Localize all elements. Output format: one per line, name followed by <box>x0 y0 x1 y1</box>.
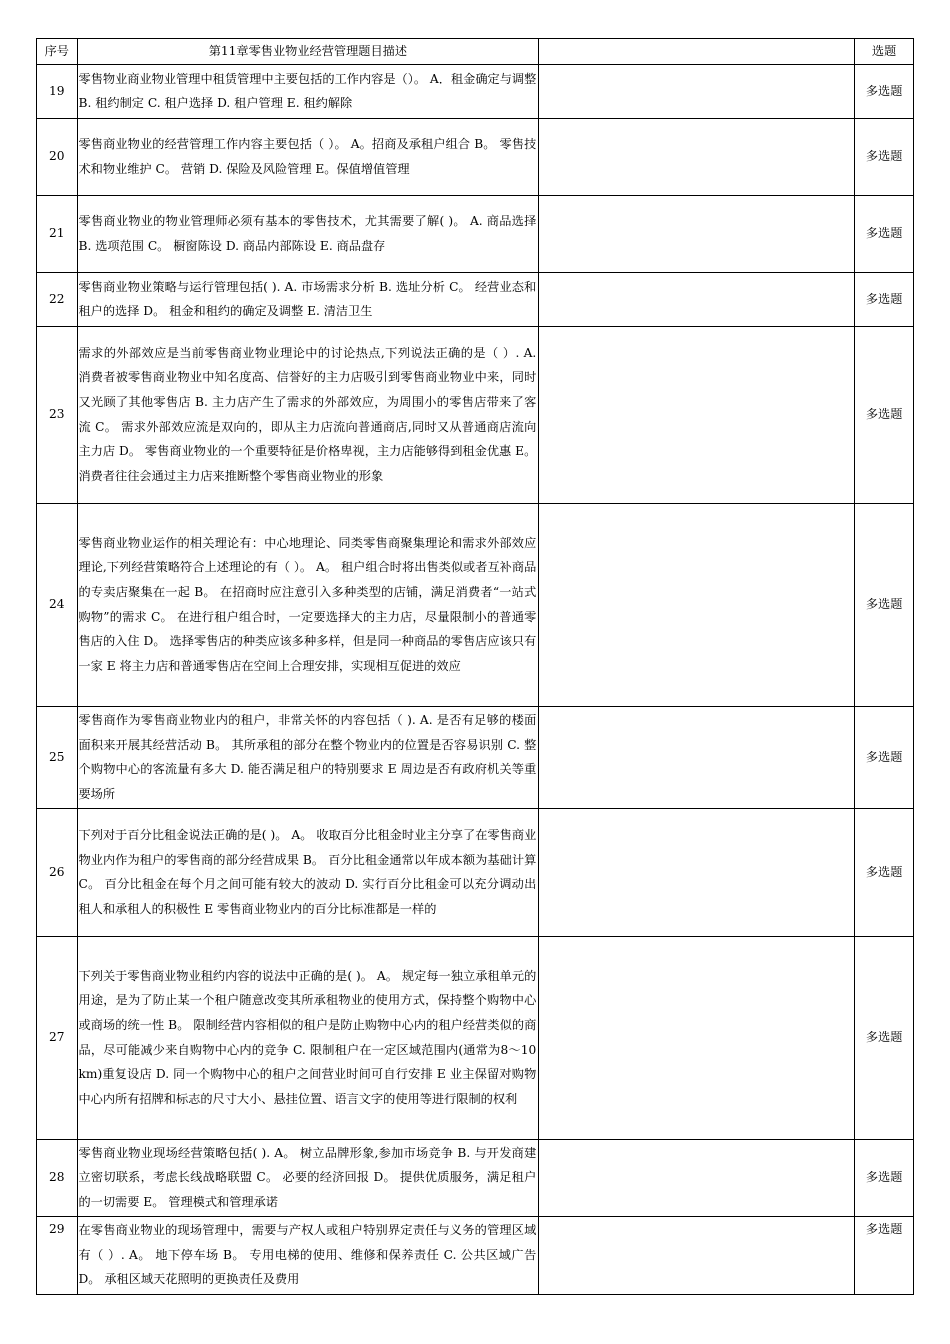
row-blank <box>539 706 855 808</box>
header-desc: 第11章零售业物业经营管理题目描述 <box>77 39 539 65</box>
row-type: 多选题 <box>855 1216 914 1294</box>
row-blank <box>539 503 855 706</box>
row-no: 24 <box>37 503 78 706</box>
row-desc: 在零售商业物业的现场管理中，需要与产权人或租户特别界定责任与义务的管理区域有（ ）. A。 地下停车场 B。 专用电梯的使用、维修和保养责任 C. 公共区域广告 D。 承租区域天花照明的更换责任及费用 <box>77 1216 539 1294</box>
row-type: 多选题 <box>855 118 914 195</box>
row-no: 29 <box>37 1216 78 1294</box>
row-type: 多选题 <box>855 195 914 272</box>
table-row <box>37 1139 914 1216</box>
table-row <box>37 326 914 503</box>
table-row <box>37 936 914 1139</box>
table-row <box>37 808 914 936</box>
table-row <box>37 503 914 706</box>
table-row <box>37 1216 914 1294</box>
header-no: 序号 <box>37 39 78 65</box>
row-desc: 零售商业物业运作的相关理论有：中心地理论、同类零售商聚集理论和需求外部效应理论,下列经营策略符合上述理论的有（ ）。 A。 租户组合时将出售类似或者互补商品的专卖店聚集在一起 B。 在招商时应注意引入多种类型的店铺，满足消费者“一站式购物”的需求 C。 在进行租户组合时，一定要选择大的主力店，尽量限制小的普通零售店的入住 D。 选择零售店的种类应该多种多样，但是同一种商品的零售店应该只有一家 E 将主力店和普通零售店在空间上合理安排，实现相互促进的效应 <box>77 503 539 706</box>
header-type: 选题 <box>855 39 914 65</box>
row-no: 23 <box>37 326 78 503</box>
row-desc: 下列关于零售商业物业租约内容的说法中正确的是( )。 A。 规定每一独立承租单元的用途，是为了防止某一个租户随意改变其所承租物业的使用方式，保持整个购物中心或商场的统一性 B。 限制经营内容相似的租户是防止购物中心内的租户经营类似的商品，尽可能减少来自购物中心内的竞争 C. 限制租户在一定区域范围内(通常为8～10km)重复设店 D. 同一个购物中心的租户之间营业时间可自行安排 E 业主保留对购物中心内所有招牌和标志的尺寸大小、悬挂位置、语言文字的使用等进行限制的权利 <box>77 936 539 1139</box>
table-row <box>37 706 914 808</box>
row-type: 多选题 <box>855 1139 914 1216</box>
row-no: 25 <box>37 706 78 808</box>
row-blank <box>539 64 855 118</box>
row-desc: 需求的外部效应是当前零售商业物业理论中的讨论热点,下列说法正确的是（ ）. A. 消费者被零售商业物业中知名度高、信誉好的主力店吸引到零售商业物业中来，同时又光顾了其他零售店 B. 主力店产生了需求的外部效应，为周围小的零售店带来了客流 C。 需求外部效应流是双向的，即从主力店流向普通商店,同时又从普通商店流向主力店 D。 零售商业物业的一个重要特征是价格卑视，主力店能够得到租金优惠 E。消费者往往会通过主力店来推断整个零售商业物业的形象 <box>77 326 539 503</box>
row-desc: 零售商业物业的物业管理师必须有基本的零售技术，尤其需要了解( )。 A. 商品选择 B. 选项范围 C。 橱窗陈设 D. 商品内部陈设 E. 商品盘存 <box>77 195 539 272</box>
row-no: 19 <box>37 64 78 118</box>
row-desc: 零售商业物业的经营管理工作内容主要包括（ ）。 A。招商及承租户组合 B。 零售技术和物业维护 C。 营销 D. 保险及风险管理 E。保值增值管理 <box>77 118 539 195</box>
row-blank <box>539 808 855 936</box>
row-blank <box>539 326 855 503</box>
row-desc: 零售商作为零售商业物业内的租户，非常关怀的内容包括（ ). A. 是否有足够的楼面面积来开展其经营活动 B。 其所承租的部分在整个物业内的位置是否容易识别 C. 整个购物中心的客流量有多大 D. 能否满足租户的特别要求 E 周边是否有政府机关等重要场所 <box>77 706 539 808</box>
row-blank <box>539 195 855 272</box>
row-desc: 下列对于百分比租金说法正确的是( )。 A。 收取百分比租金时业主分享了在零售商业物业内作为租户的零售商的部分经营成果 B。 百分比租金通常以年成本额为基础计算 C。 百分比租金在每个月之间可能有较大的波动 D. 实行百分比租金可以充分调动出租人和承租人的积极性 E 零售商业物业内的百分比标准都是一样的 <box>77 808 539 936</box>
row-no: 27 <box>37 936 78 1139</box>
row-type: 多选题 <box>855 706 914 808</box>
table-row <box>37 64 914 118</box>
row-no: 21 <box>37 195 78 272</box>
row-type: 多选题 <box>855 503 914 706</box>
row-blank <box>539 272 855 326</box>
row-type: 多选题 <box>855 936 914 1139</box>
row-type: 多选题 <box>855 808 914 936</box>
row-desc: 零售物业商业物业管理中租赁管理中主要包括的工作内容是（）。 A．租金确定与调整 B. 租约制定 C. 租户选择 D. 租户管理 E. 租约解除 <box>77 64 539 118</box>
table-header-row <box>37 39 914 65</box>
row-type: 多选题 <box>855 272 914 326</box>
header-blank <box>539 39 855 65</box>
row-type: 多选题 <box>855 64 914 118</box>
row-no: 28 <box>37 1139 78 1216</box>
row-blank <box>539 118 855 195</box>
table-row <box>37 195 914 272</box>
row-type: 多选题 <box>855 326 914 503</box>
question-table <box>36 38 914 1295</box>
row-desc: 零售商业物业现场经营策略包括( ). A。 树立品牌形象,参加市场竞争 B. 与开发商建立密切联系，考虑长线战略联盟 C。 必要的经济回报 D。 提供优质服务，满足租户的一切需要 E。 管理模式和管理承诺 <box>77 1139 539 1216</box>
row-no: 20 <box>37 118 78 195</box>
table-row <box>37 272 914 326</box>
row-no: 26 <box>37 808 78 936</box>
row-no: 22 <box>37 272 78 326</box>
row-blank <box>539 1216 855 1294</box>
row-desc: 零售商业物业策略与运行管理包括( ). A. 市场需求分析 B. 选址分析 C。 经营业态和租户的选择 D。 租金和租约的确定及调整 E. 清洁卫生 <box>77 272 539 326</box>
row-blank <box>539 1139 855 1216</box>
row-blank <box>539 936 855 1139</box>
table-row <box>37 118 914 195</box>
